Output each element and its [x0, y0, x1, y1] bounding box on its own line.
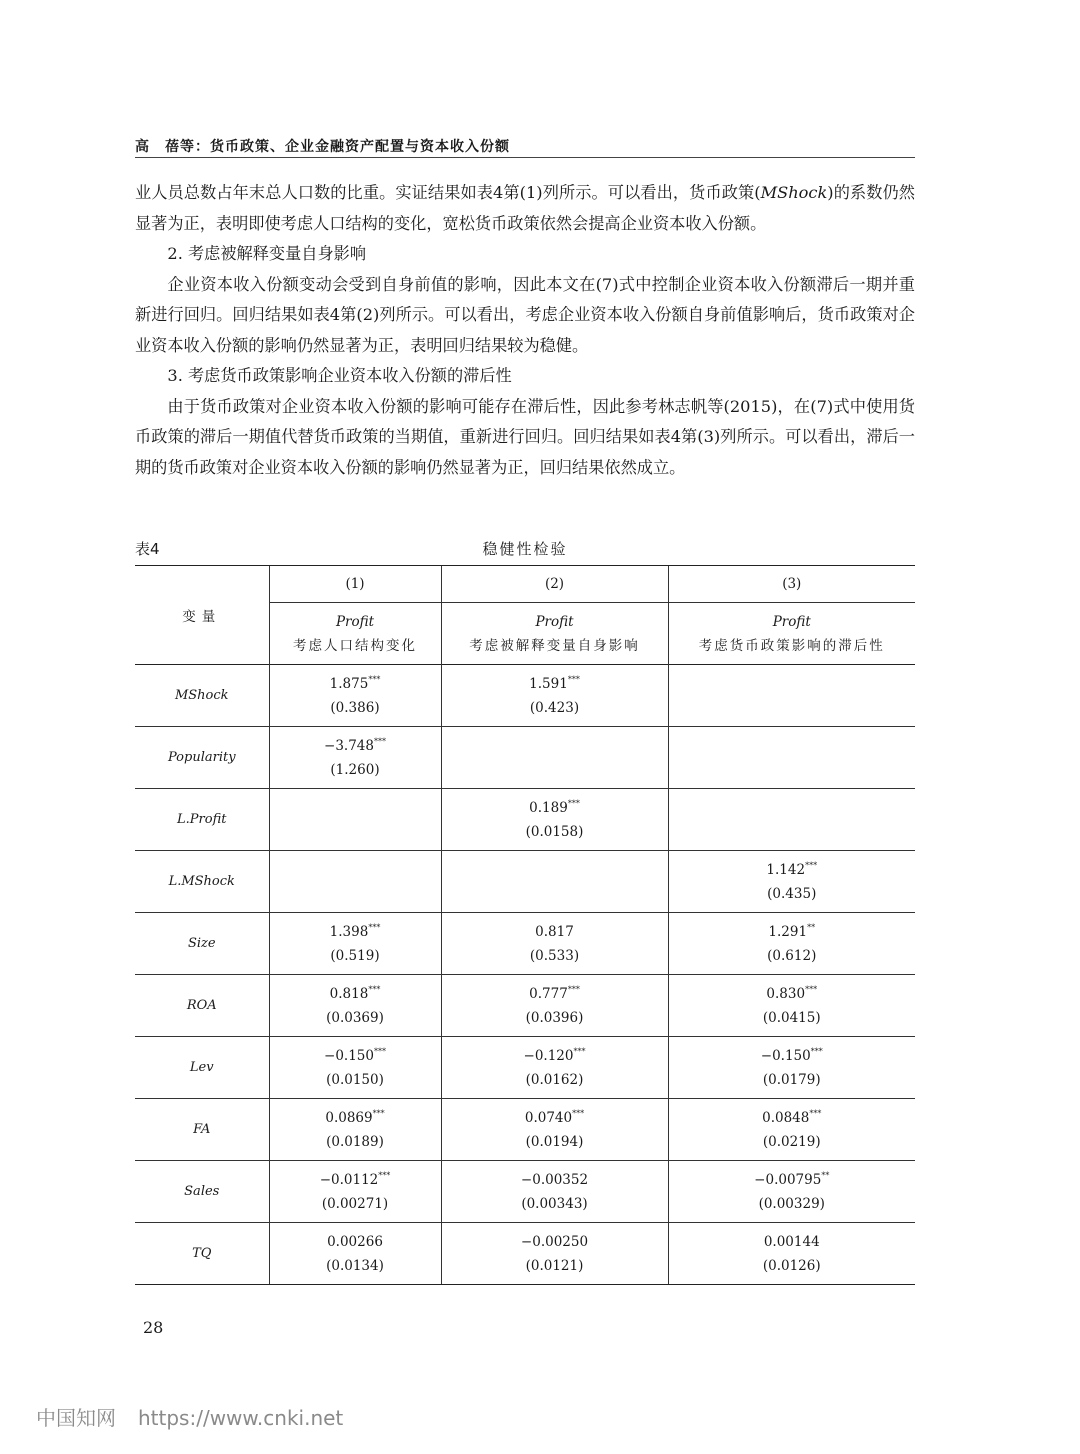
table-cell — [269, 1099, 441, 1161]
coefficient: −0.120 — [523, 1047, 574, 1064]
coefficient: 0.189 — [529, 799, 568, 816]
column-description: 考虑货币政策影响的滞后性 — [698, 637, 885, 654]
table-row — [135, 851, 915, 913]
table-cell — [269, 1037, 441, 1099]
row-variable: Lev — [135, 1037, 269, 1099]
coefficient: 0.0740 — [524, 1109, 573, 1126]
column-description: 考虑被解释变量自身影响 — [469, 637, 640, 654]
significance-stars: *** — [373, 1046, 386, 1056]
table-header-row — [135, 566, 915, 603]
table-cell — [441, 665, 668, 727]
table-cell — [668, 1161, 915, 1223]
significance-stars: *** — [567, 674, 580, 684]
body-text — [135, 178, 915, 483]
table-cell — [269, 789, 441, 851]
paragraph-1 — [135, 178, 915, 239]
table-row — [135, 665, 915, 727]
row-variable: Size — [135, 913, 269, 975]
row-variable: FA — [135, 1099, 269, 1161]
table-cell — [668, 789, 915, 851]
header-rule — [135, 157, 915, 158]
watermark-url[interactable]: https://www.cnki.net — [138, 1406, 344, 1430]
paragraph-1-variable: MShock — [760, 183, 828, 202]
table-cell — [441, 1161, 668, 1223]
page-number: 28 — [143, 1318, 164, 1337]
table-row — [135, 1223, 915, 1285]
table-row — [135, 1037, 915, 1099]
table-cell — [668, 665, 915, 727]
table-cell — [668, 1099, 915, 1161]
coefficient: −0.00795 — [754, 1171, 822, 1188]
paragraph-2: 企业资本收入份额变动会受到自身前值的影响，因此本文在(7)式中控制企业资本收入份额滞后一期并重新进行回归。回归结果如表4第(2)列所示。可以看出，考虑企业资本收入份额自身前值影响后，货币政策对企业资本收入份额的影响仍然显著为正，表明回归结果较为稳健。 — [135, 274, 915, 355]
watermark-site-name: 中国知网 — [36, 1406, 116, 1430]
standard-error: (0.386) — [330, 699, 380, 716]
coefficient: 1.875 — [329, 675, 369, 692]
standard-error: (0.0179) — [762, 1071, 821, 1088]
table-cell — [269, 913, 441, 975]
table-number: 表4 — [135, 540, 160, 558]
coefficient: −0.00352 — [520, 1171, 589, 1188]
running-header: 高 蓓等：货币政策、企业金融资产配置与资本收入份额 — [135, 139, 510, 155]
table-row — [135, 1161, 915, 1223]
standard-error: (0.0396) — [525, 1009, 584, 1026]
variable-column-header: 变量 — [135, 566, 269, 665]
coefficient: 0.818 — [329, 985, 369, 1002]
standard-error: (0.0189) — [326, 1133, 384, 1150]
coefficient: −0.0112 — [319, 1171, 379, 1188]
significance-stars: ** — [807, 922, 816, 932]
standard-error: (0.519) — [330, 947, 380, 964]
significance-stars: *** — [368, 922, 381, 932]
table-cell — [668, 1037, 915, 1099]
significance-stars: *** — [567, 984, 580, 994]
standard-error: (0.00343) — [521, 1195, 588, 1212]
table-caption — [135, 538, 915, 560]
coefficient: 1.142 — [766, 861, 806, 878]
table-cell — [441, 1223, 668, 1285]
table-row — [135, 727, 915, 789]
coefficient: −0.150 — [760, 1047, 811, 1064]
table-cell — [441, 913, 668, 975]
table-cell — [441, 851, 668, 913]
table-cell — [441, 975, 668, 1037]
row-variable: MShock — [135, 665, 269, 727]
table-cell — [269, 975, 441, 1037]
significance-stars: *** — [572, 1108, 585, 1118]
row-variable: Popularity — [135, 727, 269, 789]
table-cell — [668, 975, 915, 1037]
coefficient: 1.291 — [768, 923, 808, 940]
results-table — [135, 565, 915, 1285]
row-variable: L.MShock — [135, 851, 269, 913]
dependent-variable: Profit — [772, 613, 811, 630]
standard-error: (0.423) — [529, 699, 580, 716]
coefficient: 0.817 — [535, 923, 574, 940]
table-cell — [668, 727, 915, 789]
standard-error: (0.0369) — [326, 1009, 384, 1026]
paragraph-1-tail: )的系数仍然显著为正，表明即使考虑人口结构的变化，宽松货币政策依然会提高企业资本收入份额。 — [135, 183, 915, 233]
standard-error: (0.0415) — [762, 1009, 821, 1026]
coefficient: 0.00144 — [763, 1233, 820, 1250]
column-header — [441, 603, 668, 665]
table-cell — [269, 851, 441, 913]
column-description: 考虑人口结构变化 — [293, 637, 417, 654]
standard-error: (1.260) — [330, 761, 380, 778]
standard-error: (0.0158) — [525, 823, 584, 840]
coefficient: 0.0848 — [762, 1109, 810, 1126]
standard-error: (0.00329) — [758, 1195, 825, 1212]
standard-error: (0.0150) — [326, 1071, 384, 1088]
table-cell — [441, 1037, 668, 1099]
row-variable: TQ — [135, 1223, 269, 1285]
paragraph-3: 由于货币政策对企业资本收入份额的影响可能存在滞后性，因此参考林志帆等(2015)，在(7)式中使用货币政策的滞后一期值代替货币政策的当期值，重新进行回归。回归结果如表4第(3)列所示。可以看出，滞后一期的货币政策对企业资本收入份额的影响仍然显著为正，回归结果依然成立。 — [135, 396, 915, 477]
column-number: (2) — [441, 566, 668, 603]
coefficient: 1.591 — [529, 675, 568, 692]
watermark — [36, 1402, 343, 1431]
subsection-heading-2: 2. 考虑被解释变量自身影响 — [167, 244, 367, 263]
coefficient: −0.150 — [324, 1047, 374, 1064]
table-cell — [668, 851, 915, 913]
column-header — [668, 603, 915, 665]
table-title: 稳健性检验 — [482, 540, 568, 558]
significance-stars: *** — [567, 798, 580, 808]
standard-error: (0.435) — [767, 885, 817, 902]
significance-stars: *** — [378, 1170, 391, 1180]
significance-stars: *** — [373, 736, 386, 746]
standard-error: (0.0121) — [525, 1257, 584, 1274]
row-variable: L.Profit — [135, 789, 269, 851]
standard-error: (0.0134) — [326, 1257, 384, 1274]
coefficient: 1.398 — [329, 923, 369, 940]
table-row — [135, 913, 915, 975]
significance-stars: *** — [805, 984, 818, 994]
coefficient: 0.00266 — [327, 1233, 383, 1250]
table-row — [135, 1099, 915, 1161]
table-cell — [269, 1223, 441, 1285]
column-number: (3) — [668, 566, 915, 603]
standard-error: (0.0219) — [762, 1133, 821, 1150]
subsection-heading-3: 3. 考虑货币政策影响企业资本收入份额的滞后性 — [167, 366, 512, 385]
table-cell — [441, 727, 668, 789]
coefficient: −0.00250 — [520, 1233, 589, 1250]
table-row — [135, 789, 915, 851]
standard-error: (0.00271) — [321, 1195, 389, 1212]
table-cell — [441, 1099, 668, 1161]
table-cell — [269, 1161, 441, 1223]
coefficient: 0.830 — [766, 985, 806, 1002]
significance-stars: *** — [368, 674, 381, 684]
significance-stars: *** — [573, 1046, 586, 1056]
coefficient: 0.777 — [529, 985, 568, 1002]
paragraph-1-lead: 业人员总数占年末总人口数的比重。实证结果如表4第(1)列所示。可以看出，货币政策( — [135, 183, 761, 202]
standard-error: (0.0162) — [525, 1071, 584, 1088]
table-cell — [269, 665, 441, 727]
standard-error: (0.0126) — [762, 1257, 821, 1274]
results-table-body — [135, 566, 915, 1285]
coefficient: 0.0869 — [325, 1109, 373, 1126]
table-row — [135, 975, 915, 1037]
significance-stars: *** — [805, 860, 818, 870]
table-cell — [668, 913, 915, 975]
table-cell — [441, 789, 668, 851]
table-cell — [668, 1223, 915, 1285]
significance-stars: *** — [368, 984, 381, 994]
standard-error: (0.533) — [529, 947, 580, 964]
standard-error: (0.0194) — [525, 1133, 584, 1150]
column-number: (1) — [269, 566, 441, 603]
significance-stars: *** — [809, 1108, 822, 1118]
table-cell — [269, 727, 441, 789]
significance-stars: *** — [372, 1108, 385, 1118]
column-header — [269, 603, 441, 665]
row-variable: Sales — [135, 1161, 269, 1223]
standard-error: (0.612) — [767, 947, 817, 964]
coefficient: −3.748 — [324, 737, 374, 754]
dependent-variable: Profit — [535, 613, 574, 630]
dependent-variable: Profit — [335, 613, 375, 630]
row-variable: ROA — [135, 975, 269, 1037]
significance-stars: ** — [821, 1170, 830, 1180]
significance-stars: *** — [810, 1046, 823, 1056]
